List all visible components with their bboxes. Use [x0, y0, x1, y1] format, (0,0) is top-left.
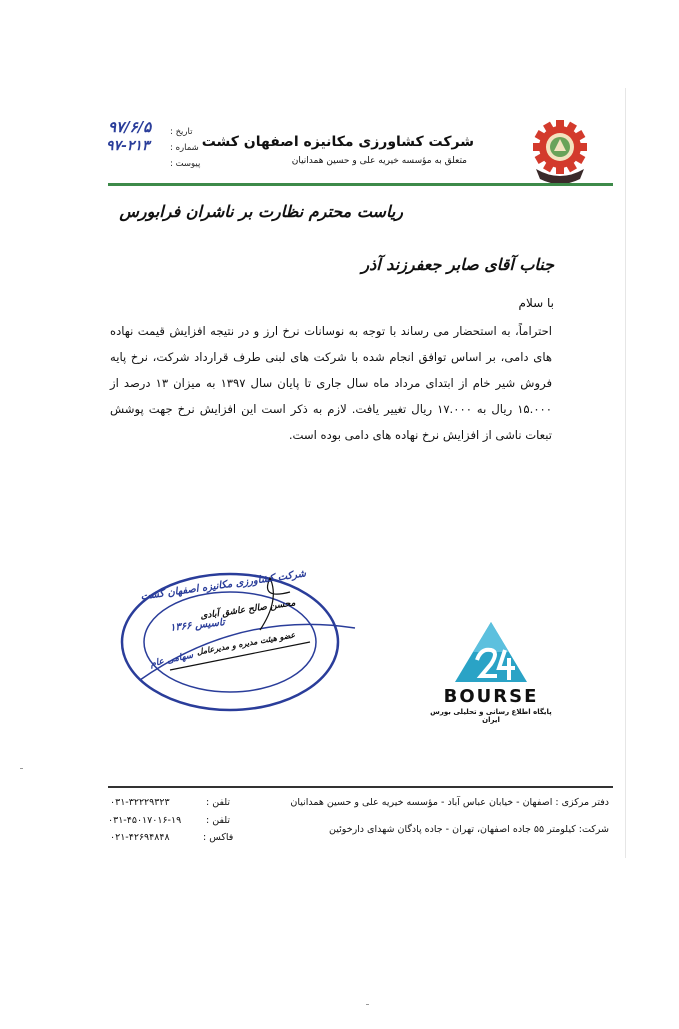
- company-phone: ۰۳۱-۴۵۰۱۷۰۱۶-۱۹: [108, 815, 182, 826]
- company-address: شرکت: کیلومتر ۵۵ جاده اصفهان، تهران - جاده پادگان شهدای دارخوئین: [329, 824, 609, 835]
- bourse-logo-icon: [425, 620, 557, 688]
- office-phone-label: تلفن :: [206, 797, 231, 808]
- greeting: با سلام: [518, 296, 554, 310]
- stamp-type: سهامی عام: [149, 650, 195, 670]
- date-row: [170, 127, 192, 137]
- addressee: ریاست محترم نظارت بر ناشران فرابورس: [119, 202, 403, 221]
- signature-name: محسن صالح عاشق آبادی: [199, 598, 297, 622]
- number-label: شماره :: [170, 143, 199, 153]
- footer-divider: [108, 786, 613, 788]
- page-edge: [625, 88, 626, 858]
- letter-body: احتراماً، به استحضار می رساند با توجه به نوسانات نرخ ارز و در نتیجه افزایش قیمت نهاده های دامی، بر اساس توافق انجام شده با شرکت های لبنی طرف قرارداد شرکت، نرخ پایه فروش شیر خام از ابتدای مرداد ماه سال جاری تا پایان سال ۱۳۹۷ به میزان ۱۳ درصد از ۱۵.۰۰۰ ریال به ۱۷.۰۰۰ ریال تغییر یافت. لازم به ذکر است این افزایش نرخ جهت پوشش تبعات ناشی از افزایش نرخ نهاده های دامی بوده است.: [110, 324, 553, 442]
- office-address: دفتر مرکزی : اصفهان - خیابان عباس آباد - مؤسسه خیریه علی و حسین همدانیان: [290, 797, 609, 808]
- company-name: شرکت کشاورزی مکانیزه اصفهان کشت: [201, 134, 474, 150]
- date-label: تاریخ :: [170, 127, 193, 137]
- bourse-subtitle: پایگاه اطلاع رسانی و تحلیلی بورس ایران: [430, 708, 552, 724]
- fax-label: فاکس :: [203, 832, 234, 843]
- stamp-company: شرکت کشاورزی مکانیزه اصفهان کشت: [140, 568, 307, 603]
- header-divider: [108, 183, 613, 186]
- company-phone-label: تلفن :: [206, 815, 231, 826]
- scan-speck: [366, 1004, 369, 1005]
- fax-number: ۰۲۱-۴۲۶۹۴۸۴۸: [110, 832, 170, 843]
- date-value: ۹۷/۶/۵: [108, 118, 152, 136]
- bourse-name: BOURSE: [443, 686, 539, 707]
- office-phone: ۰۳۱-۳۲۲۲۹۳۲۳: [110, 797, 170, 808]
- company-affiliation: متعلق به مؤسسه خیریه علی و حسین همدانیان: [291, 156, 467, 166]
- signature-title: عضو هیئت مدیره و مدیرعامل: [195, 629, 296, 657]
- attachment-row: [170, 159, 200, 169]
- attachment-label: پیوست :: [170, 159, 201, 169]
- number-value: ۹۷-۲۱۳: [106, 138, 150, 154]
- recipient: جناب آقای صابر جعفرزند آذر: [361, 255, 554, 274]
- number-row: [170, 143, 199, 153]
- scan-speck: [20, 768, 23, 769]
- stamp-founded: تاسیس ۱۳۶۶: [169, 617, 226, 634]
- company-logo-icon: [532, 117, 588, 187]
- bourse-watermark: [425, 620, 557, 728]
